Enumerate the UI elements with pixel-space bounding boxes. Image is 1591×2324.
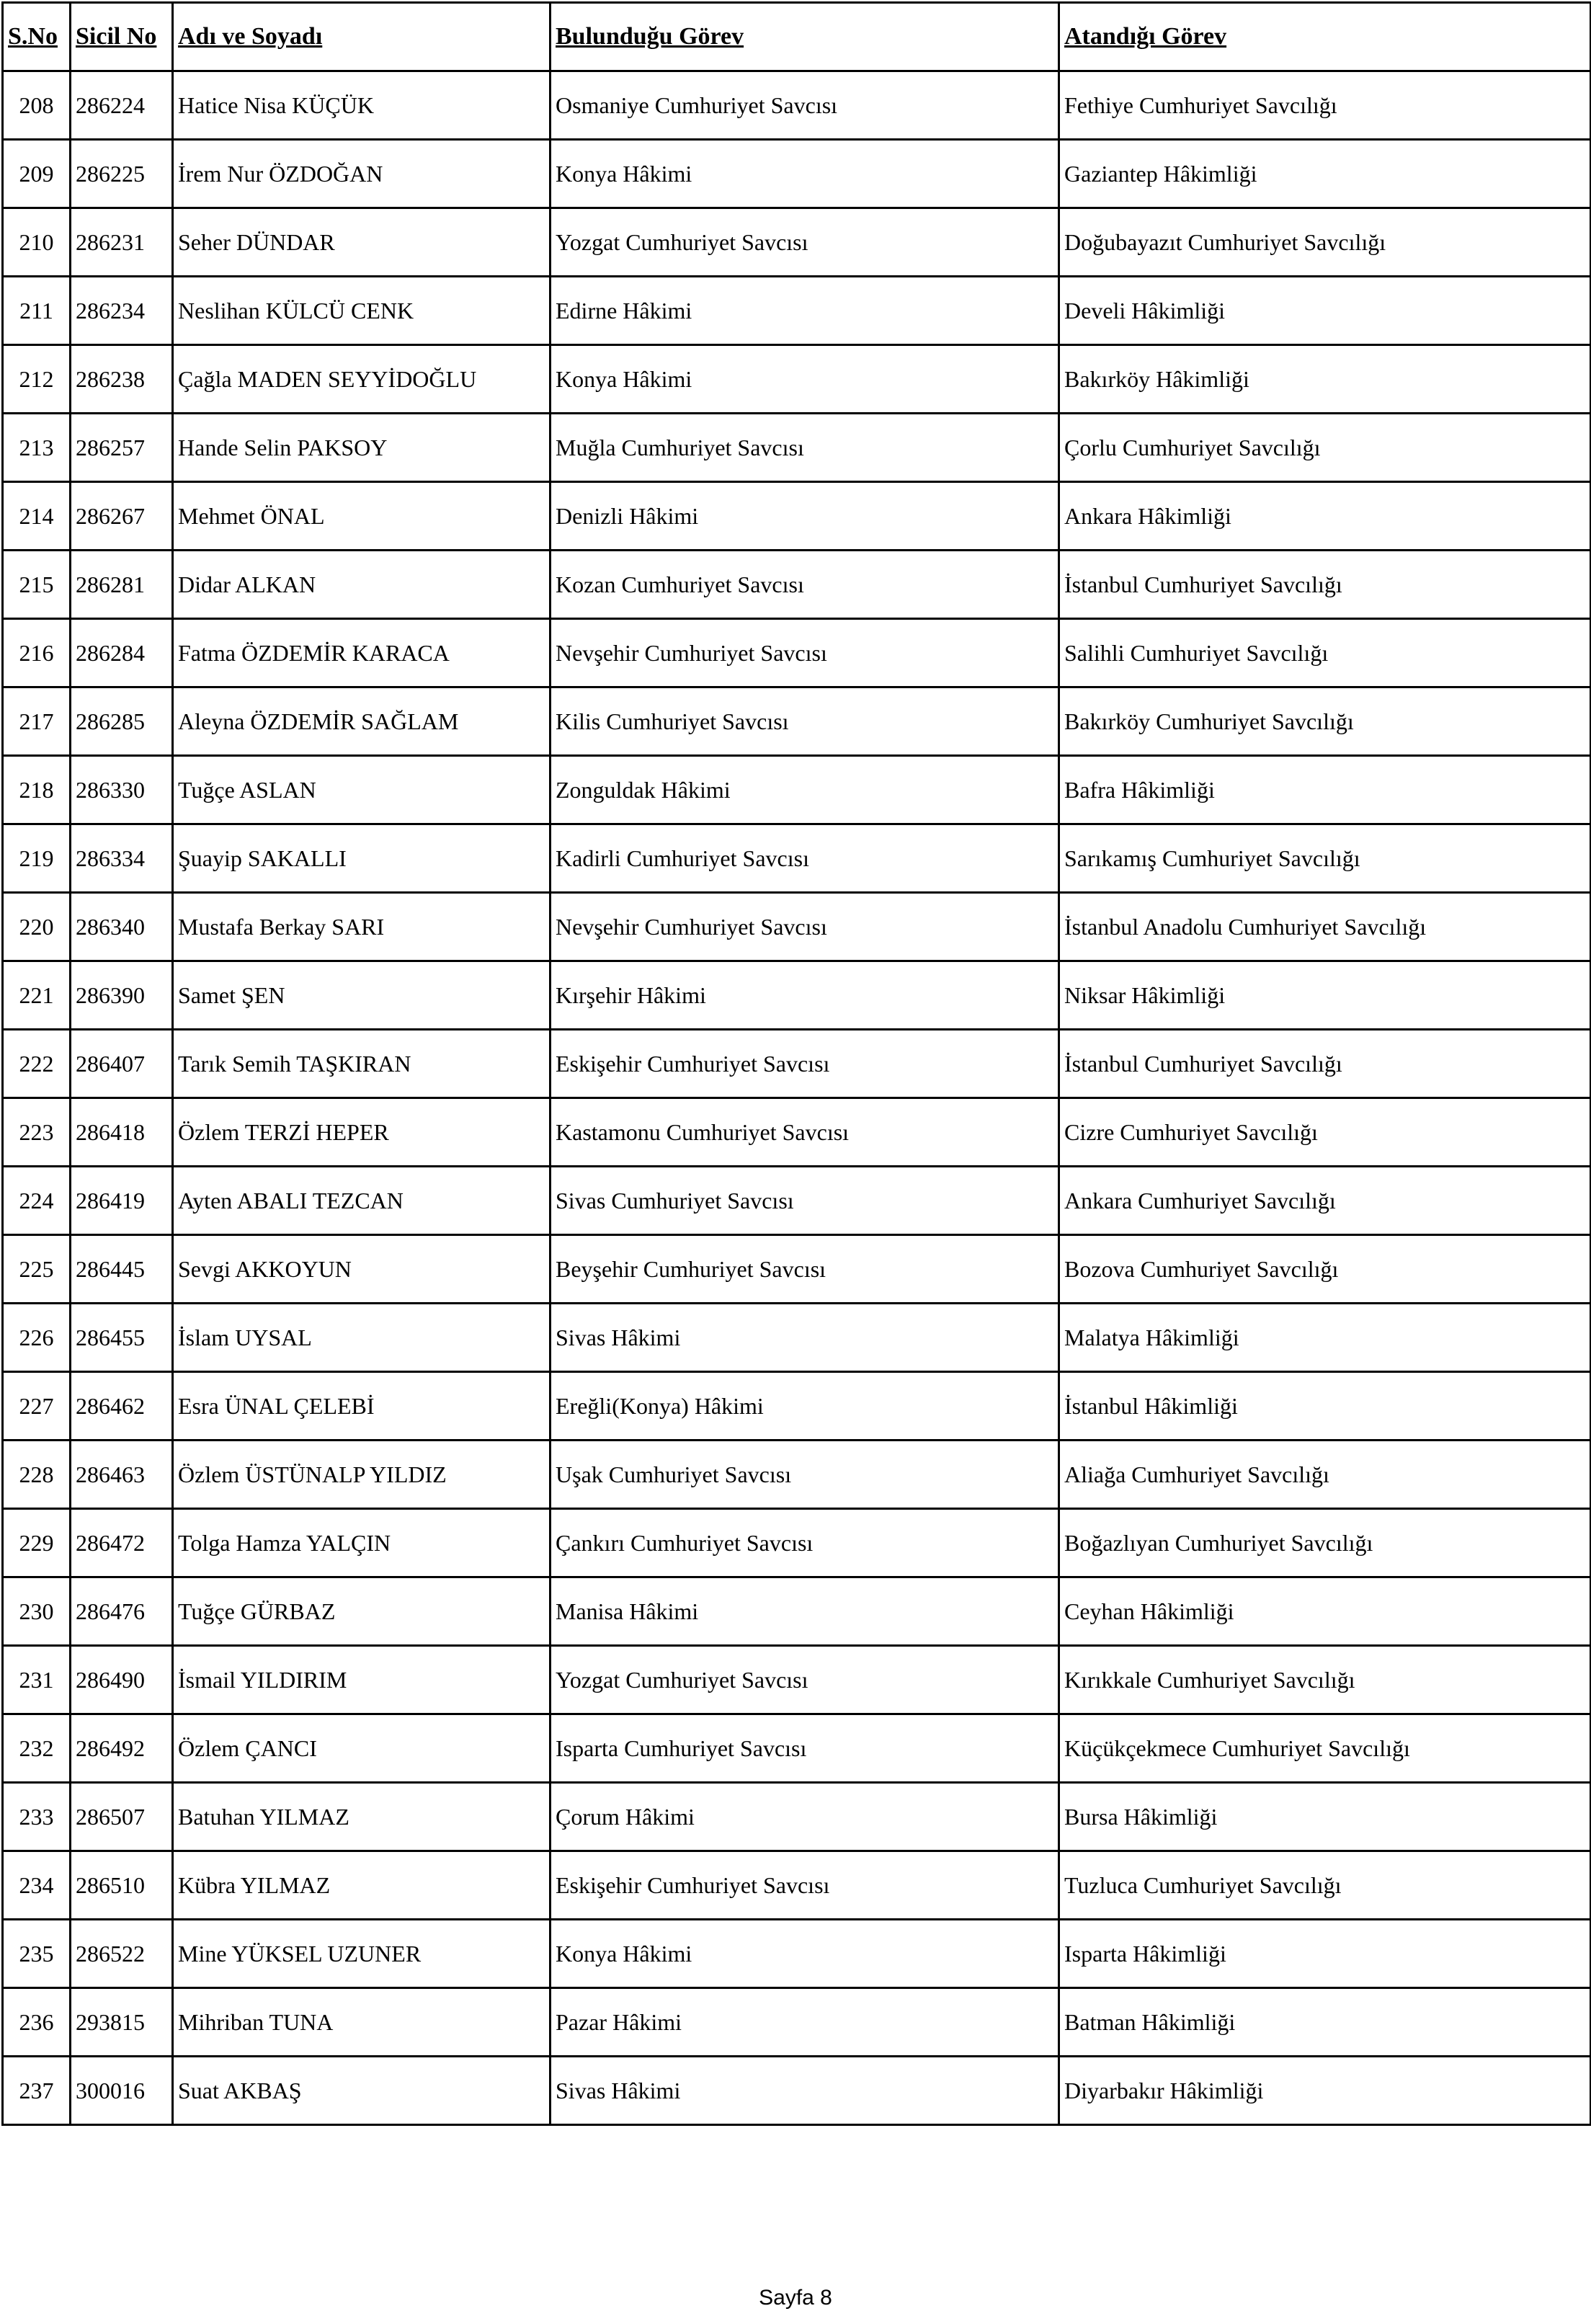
cell-assigned-position: Malatya Hâkimliği bbox=[1059, 1304, 1591, 1372]
cell-assigned-position: Develi Hâkimliği bbox=[1059, 277, 1591, 345]
cell-assigned-position: Ankara Cumhuriyet Savcılığı bbox=[1059, 1167, 1591, 1235]
cell-current-position: Kastamonu Cumhuriyet Savcısı bbox=[551, 1098, 1059, 1167]
cell-name: Tuğçe ASLAN bbox=[173, 756, 551, 824]
cell-name: Tolga Hamza YALÇIN bbox=[173, 1509, 551, 1577]
table-row bbox=[3, 1304, 1591, 1372]
cell-current-position: Denizli Hâkimi bbox=[551, 482, 1059, 551]
table-row bbox=[3, 1920, 1591, 1988]
cell-name: Çağla MADEN SEYYİDOĞLU bbox=[173, 345, 551, 414]
cell-sicil-no: 286231 bbox=[71, 208, 173, 277]
cell-assigned-position: Niksar Hâkimliği bbox=[1059, 961, 1591, 1030]
table-row bbox=[3, 1851, 1591, 1920]
cell-sicil-no: 286492 bbox=[71, 1714, 173, 1783]
cell-sicil-no: 286419 bbox=[71, 1167, 173, 1235]
cell-current-position: Yozgat Cumhuriyet Savcısı bbox=[551, 208, 1059, 277]
table-row bbox=[3, 1372, 1591, 1441]
table-row bbox=[3, 619, 1591, 687]
cell-sno: 214 bbox=[3, 482, 71, 551]
header-assigned-position: Atandığı Görev bbox=[1059, 3, 1591, 71]
cell-sicil-no: 300016 bbox=[71, 2057, 173, 2125]
cell-current-position: Manisa Hâkimi bbox=[551, 1577, 1059, 1646]
cell-sicil-no: 286330 bbox=[71, 756, 173, 824]
cell-name: Özlem ÜSTÜNALP YILDIZ bbox=[173, 1441, 551, 1509]
cell-name: Didar ALKAN bbox=[173, 551, 551, 619]
cell-sicil-no: 286284 bbox=[71, 619, 173, 687]
cell-name: Sevgi AKKOYUN bbox=[173, 1235, 551, 1304]
table-row bbox=[3, 1646, 1591, 1714]
cell-sicil-no: 286340 bbox=[71, 893, 173, 961]
cell-current-position: Konya Hâkimi bbox=[551, 1920, 1059, 1988]
cell-sicil-no: 286510 bbox=[71, 1851, 173, 1920]
cell-sicil-no: 286507 bbox=[71, 1783, 173, 1851]
cell-current-position: Sivas Hâkimi bbox=[551, 2057, 1059, 2125]
cell-assigned-position: Ceyhan Hâkimliği bbox=[1059, 1577, 1591, 1646]
cell-sno: 234 bbox=[3, 1851, 71, 1920]
table-row bbox=[3, 687, 1591, 756]
cell-assigned-position: Batman Hâkimliği bbox=[1059, 1988, 1591, 2057]
cell-assigned-position: Bafra Hâkimliği bbox=[1059, 756, 1591, 824]
cell-sicil-no: 286472 bbox=[71, 1509, 173, 1577]
cell-sicil-no: 286407 bbox=[71, 1030, 173, 1098]
cell-sno: 211 bbox=[3, 277, 71, 345]
cell-sicil-no: 286285 bbox=[71, 687, 173, 756]
cell-sno: 208 bbox=[3, 71, 71, 140]
cell-sno: 215 bbox=[3, 551, 71, 619]
table-row bbox=[3, 1577, 1591, 1646]
cell-sno: 218 bbox=[3, 756, 71, 824]
cell-current-position: Kırşehir Hâkimi bbox=[551, 961, 1059, 1030]
cell-name: Esra ÜNAL ÇELEBİ bbox=[173, 1372, 551, 1441]
cell-assigned-position: Salihli Cumhuriyet Savcılığı bbox=[1059, 619, 1591, 687]
cell-assigned-position: Bakırköy Hâkimliği bbox=[1059, 345, 1591, 414]
cell-sno: 219 bbox=[3, 824, 71, 893]
cell-name: Samet ŞEN bbox=[173, 961, 551, 1030]
cell-sicil-no: 286257 bbox=[71, 414, 173, 482]
cell-sicil-no: 286462 bbox=[71, 1372, 173, 1441]
cell-name: Özlem ÇANCI bbox=[173, 1714, 551, 1783]
cell-assigned-position: Doğubayazıt Cumhuriyet Savcılığı bbox=[1059, 208, 1591, 277]
cell-sno: 229 bbox=[3, 1509, 71, 1577]
cell-sicil-no: 286281 bbox=[71, 551, 173, 619]
cell-sicil-no: 286334 bbox=[71, 824, 173, 893]
table-row bbox=[3, 1783, 1591, 1851]
cell-current-position: Uşak Cumhuriyet Savcısı bbox=[551, 1441, 1059, 1509]
cell-sno: 235 bbox=[3, 1920, 71, 1988]
cell-current-position: Kozan Cumhuriyet Savcısı bbox=[551, 551, 1059, 619]
cell-sno: 217 bbox=[3, 687, 71, 756]
table-row bbox=[3, 1167, 1591, 1235]
cell-current-position: Ereğli(Konya) Hâkimi bbox=[551, 1372, 1059, 1441]
cell-assigned-position: Gaziantep Hâkimliği bbox=[1059, 140, 1591, 208]
table-row bbox=[3, 1235, 1591, 1304]
cell-assigned-position: Aliağa Cumhuriyet Savcılığı bbox=[1059, 1441, 1591, 1509]
cell-assigned-position: İstanbul Cumhuriyet Savcılığı bbox=[1059, 551, 1591, 619]
cell-assigned-position: Sarıkamış Cumhuriyet Savcılığı bbox=[1059, 824, 1591, 893]
cell-assigned-position: Fethiye Cumhuriyet Savcılığı bbox=[1059, 71, 1591, 140]
cell-assigned-position: Tuzluca Cumhuriyet Savcılığı bbox=[1059, 1851, 1591, 1920]
table-body bbox=[3, 71, 1591, 2125]
cell-sicil-no: 293815 bbox=[71, 1988, 173, 2057]
cell-sno: 224 bbox=[3, 1167, 71, 1235]
cell-assigned-position: İstanbul Cumhuriyet Savcılığı bbox=[1059, 1030, 1591, 1098]
header-sicil-no: Sicil No bbox=[71, 3, 173, 71]
header-name: Adı ve Soyadı bbox=[173, 3, 551, 71]
cell-sicil-no: 286234 bbox=[71, 277, 173, 345]
cell-name: Fatma ÖZDEMİR KARACA bbox=[173, 619, 551, 687]
cell-sicil-no: 286238 bbox=[71, 345, 173, 414]
header-row bbox=[3, 3, 1591, 71]
cell-name: İslam UYSAL bbox=[173, 1304, 551, 1372]
cell-current-position: Konya Hâkimi bbox=[551, 140, 1059, 208]
cell-current-position: Zonguldak Hâkimi bbox=[551, 756, 1059, 824]
cell-sno: 210 bbox=[3, 208, 71, 277]
cell-name: Mine YÜKSEL UZUNER bbox=[173, 1920, 551, 1988]
table-row bbox=[3, 208, 1591, 277]
cell-sno: 236 bbox=[3, 1988, 71, 2057]
cell-sicil-no: 286390 bbox=[71, 961, 173, 1030]
table-row bbox=[3, 1509, 1591, 1577]
cell-current-position: Çankırı Cumhuriyet Savcısı bbox=[551, 1509, 1059, 1577]
cell-assigned-position: Çorlu Cumhuriyet Savcılığı bbox=[1059, 414, 1591, 482]
cell-sno: 227 bbox=[3, 1372, 71, 1441]
cell-name: Mihriban TUNA bbox=[173, 1988, 551, 2057]
cell-current-position: Nevşehir Cumhuriyet Savcısı bbox=[551, 619, 1059, 687]
table-row bbox=[3, 756, 1591, 824]
cell-current-position: Çorum Hâkimi bbox=[551, 1783, 1059, 1851]
cell-sno: 212 bbox=[3, 345, 71, 414]
cell-sno: 233 bbox=[3, 1783, 71, 1851]
cell-assigned-position: Diyarbakır Hâkimliği bbox=[1059, 2057, 1591, 2125]
cell-current-position: Muğla Cumhuriyet Savcısı bbox=[551, 414, 1059, 482]
cell-sicil-no: 286490 bbox=[71, 1646, 173, 1714]
cell-sno: 221 bbox=[3, 961, 71, 1030]
cell-sno: 230 bbox=[3, 1577, 71, 1646]
table-row bbox=[3, 71, 1591, 140]
cell-current-position: Eskişehir Cumhuriyet Savcısı bbox=[551, 1030, 1059, 1098]
assignment-table bbox=[1, 1, 1591, 2126]
table-row bbox=[3, 961, 1591, 1030]
cell-name: Hande Selin PAKSOY bbox=[173, 414, 551, 482]
table-row bbox=[3, 140, 1591, 208]
cell-assigned-position: Bakırköy Cumhuriyet Savcılığı bbox=[1059, 687, 1591, 756]
cell-current-position: Osmaniye Cumhuriyet Savcısı bbox=[551, 71, 1059, 140]
cell-assigned-position: İstanbul Hâkimliği bbox=[1059, 1372, 1591, 1441]
table-header bbox=[3, 3, 1591, 71]
cell-current-position: Edirne Hâkimi bbox=[551, 277, 1059, 345]
cell-sicil-no: 286476 bbox=[71, 1577, 173, 1646]
cell-current-position: Nevşehir Cumhuriyet Savcısı bbox=[551, 893, 1059, 961]
cell-name: Ayten ABALI TEZCAN bbox=[173, 1167, 551, 1235]
cell-name: Neslihan KÜLCÜ CENK bbox=[173, 277, 551, 345]
cell-sicil-no: 286225 bbox=[71, 140, 173, 208]
cell-name: Aleyna ÖZDEMİR SAĞLAM bbox=[173, 687, 551, 756]
cell-current-position: Pazar Hâkimi bbox=[551, 1988, 1059, 2057]
cell-current-position: Sivas Cumhuriyet Savcısı bbox=[551, 1167, 1059, 1235]
cell-assigned-position: İstanbul Anadolu Cumhuriyet Savcılığı bbox=[1059, 893, 1591, 961]
cell-sicil-no: 286267 bbox=[71, 482, 173, 551]
cell-assigned-position: Bozova Cumhuriyet Savcılığı bbox=[1059, 1235, 1591, 1304]
table-row bbox=[3, 1098, 1591, 1167]
cell-sno: 220 bbox=[3, 893, 71, 961]
cell-current-position: Kadirli Cumhuriyet Savcısı bbox=[551, 824, 1059, 893]
table-row bbox=[3, 1441, 1591, 1509]
cell-sno: 228 bbox=[3, 1441, 71, 1509]
cell-name: İsmail YILDIRIM bbox=[173, 1646, 551, 1714]
cell-sno: 226 bbox=[3, 1304, 71, 1372]
table-row bbox=[3, 1988, 1591, 2057]
cell-assigned-position: Bursa Hâkimliği bbox=[1059, 1783, 1591, 1851]
cell-sno: 216 bbox=[3, 619, 71, 687]
table-row bbox=[3, 345, 1591, 414]
cell-name: Mehmet ÖNAL bbox=[173, 482, 551, 551]
cell-sicil-no: 286418 bbox=[71, 1098, 173, 1167]
cell-name: Kübra YILMAZ bbox=[173, 1851, 551, 1920]
cell-name: Mustafa Berkay SARI bbox=[173, 893, 551, 961]
table-row bbox=[3, 277, 1591, 345]
cell-assigned-position: Kırıkkale Cumhuriyet Savcılığı bbox=[1059, 1646, 1591, 1714]
cell-sicil-no: 286522 bbox=[71, 1920, 173, 1988]
cell-name: Tuğçe GÜRBAZ bbox=[173, 1577, 551, 1646]
cell-sno: 209 bbox=[3, 140, 71, 208]
cell-name: Özlem TERZİ HEPER bbox=[173, 1098, 551, 1167]
cell-current-position: Eskişehir Cumhuriyet Savcısı bbox=[551, 1851, 1059, 1920]
cell-assigned-position: Cizre Cumhuriyet Savcılığı bbox=[1059, 1098, 1591, 1167]
cell-assigned-position: Ankara Hâkimliği bbox=[1059, 482, 1591, 551]
cell-current-position: Kilis Cumhuriyet Savcısı bbox=[551, 687, 1059, 756]
cell-sno: 232 bbox=[3, 1714, 71, 1783]
cell-sicil-no: 286455 bbox=[71, 1304, 173, 1372]
cell-current-position: Yozgat Cumhuriyet Savcısı bbox=[551, 1646, 1059, 1714]
cell-name: Suat AKBAŞ bbox=[173, 2057, 551, 2125]
cell-current-position: Sivas Hâkimi bbox=[551, 1304, 1059, 1372]
cell-name: Batuhan YILMAZ bbox=[173, 1783, 551, 1851]
cell-current-position: Konya Hâkimi bbox=[551, 345, 1059, 414]
table-row bbox=[3, 482, 1591, 551]
cell-sno: 231 bbox=[3, 1646, 71, 1714]
table-row bbox=[3, 1030, 1591, 1098]
cell-assigned-position: Isparta Hâkimliği bbox=[1059, 1920, 1591, 1988]
header-current-position: Bulunduğu Görev bbox=[551, 3, 1059, 71]
cell-sno: 237 bbox=[3, 2057, 71, 2125]
table-row bbox=[3, 893, 1591, 961]
cell-current-position: Beyşehir Cumhuriyet Savcısı bbox=[551, 1235, 1059, 1304]
table-row bbox=[3, 414, 1591, 482]
table-row bbox=[3, 2057, 1591, 2125]
table-row bbox=[3, 824, 1591, 893]
cell-sno: 223 bbox=[3, 1098, 71, 1167]
cell-sno: 213 bbox=[3, 414, 71, 482]
table-row bbox=[3, 1714, 1591, 1783]
page-number: Sayfa 8 bbox=[759, 2286, 832, 2310]
cell-sicil-no: 286445 bbox=[71, 1235, 173, 1304]
cell-name: Seher DÜNDAR bbox=[173, 208, 551, 277]
cell-name: Şuayip SAKALLI bbox=[173, 824, 551, 893]
cell-assigned-position: Boğazlıyan Cumhuriyet Savcılığı bbox=[1059, 1509, 1591, 1577]
cell-sicil-no: 286224 bbox=[71, 71, 173, 140]
cell-name: Tarık Semih TAŞKIRAN bbox=[173, 1030, 551, 1098]
cell-sno: 225 bbox=[3, 1235, 71, 1304]
cell-current-position: Isparta Cumhuriyet Savcısı bbox=[551, 1714, 1059, 1783]
header-sno: S.No bbox=[3, 3, 71, 71]
cell-name: İrem Nur ÖZDOĞAN bbox=[173, 140, 551, 208]
cell-assigned-position: Küçükçekmece Cumhuriyet Savcılığı bbox=[1059, 1714, 1591, 1783]
cell-sicil-no: 286463 bbox=[71, 1441, 173, 1509]
table-row bbox=[3, 551, 1591, 619]
cell-sno: 222 bbox=[3, 1030, 71, 1098]
cell-name: Hatice Nisa KÜÇÜK bbox=[173, 71, 551, 140]
